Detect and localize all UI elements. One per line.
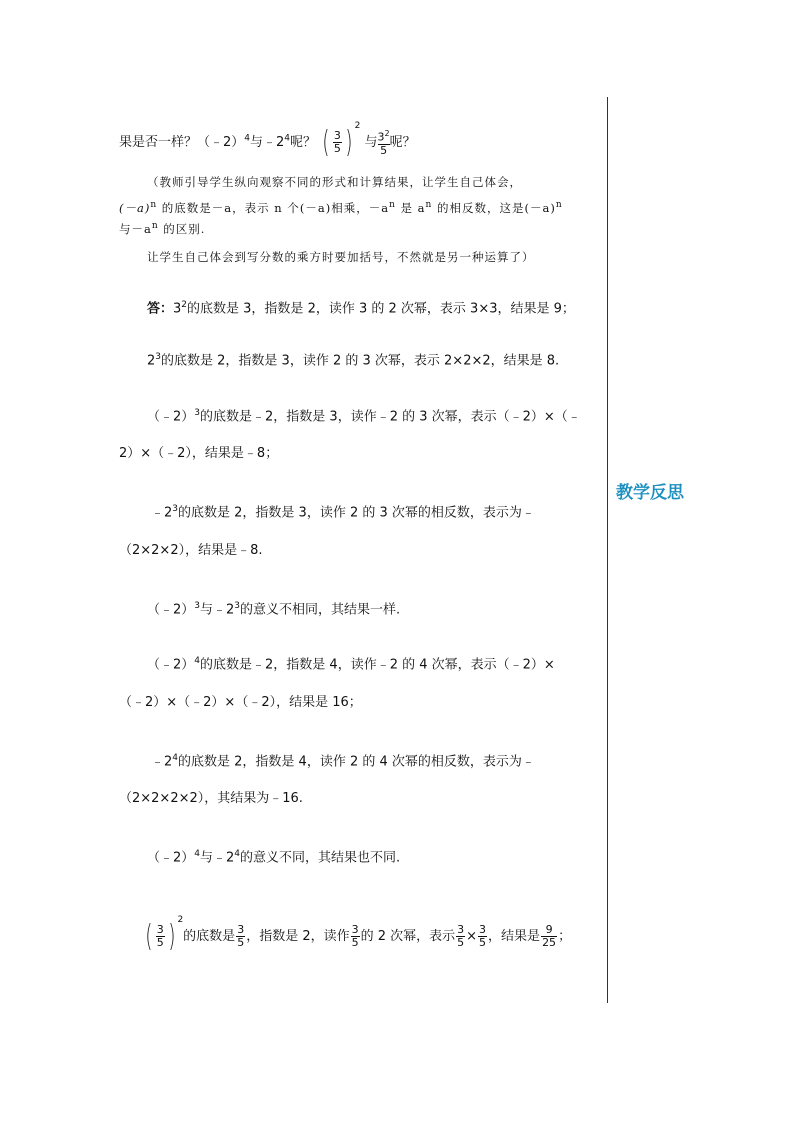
answer-2: $2^3$的底数是 2，指数是 3，读作 2 的 3 次幂，表示 2×2×2，结果是 8.	[147, 352, 560, 369]
teaching-reflection-title: 教学反思	[616, 483, 684, 503]
answer-6-cont: （﹣2）×（﹣2）×（﹣2），结果是 16；	[119, 695, 362, 710]
answer-1: 答：$3^2$的底数是 3，指数是 2，读作 3 的 2 次幂，表示 3×3，结果是 9；	[147, 300, 575, 317]
fraction-3sq-5: $\frac{3^2}{5}$	[377, 129, 390, 157]
intro-line: 果是否一样？（﹣2）$^4$与$﹣2^4$呢？ ( $\frac{3}{5}$ ) $^2$ 与 $\frac{3^2}{5}$ 呢？	[119, 121, 416, 160]
teacher-note-line2: $(-a)^n$ 的底数是－a，表示 n 个(－a)相乘，$-a^n$ 是 $a^n$ 的相反数，这是$(-a)^n$	[119, 200, 563, 215]
teacher-note-line3: 与$-a^n$ 的区别.	[119, 221, 206, 236]
answer-6: （﹣2）$^4$的底数是﹣2，指数是 4，读作﹣2 的 4 次幂，表示（﹣2）×	[147, 656, 555, 673]
answer-7: $﹣2^4$的底数是 2，指数是 4，读作 2 的 4 次幂的相反数，表示为﹣	[151, 753, 535, 770]
fraction: $\frac{3}{5}$	[479, 923, 487, 949]
fraction: $\frac{3}{5}$	[457, 923, 465, 949]
answer-3-cont: 2）×（﹣2），结果是﹣8；	[119, 446, 279, 461]
answer-3: （﹣2）$^3$的底数是﹣2，指数是 3，读作﹣2 的 3 次幂，表示（﹣2）×（﹣	[147, 408, 581, 425]
fraction: $\frac{3}{5}$	[351, 923, 359, 949]
teacher-note-line4: 让学生自己体会到写分数的乘方时要加括号，不然就是另一种运算了）	[147, 250, 535, 264]
answer-4: $﹣2^3$的底数是 2，指数是 3，读作 2 的 3 次幂的相反数，表示为﹣	[151, 504, 535, 521]
fraction: $\frac{3}{5}$	[156, 923, 164, 949]
fraction: $\frac{3}{5}$	[237, 923, 245, 949]
answer-5: （﹣2）$^3$与$﹣2^3$的意义不相同，其结果一样.	[147, 601, 401, 618]
teacher-note-line1: （教师引导学生纵向观察不同的形式和计算结果，让学生自己体会，	[147, 175, 522, 189]
answer-8: （﹣2）$^4$与$﹣2^4$的意义不同，其结果也不同.	[147, 849, 401, 866]
column-divider	[607, 97, 608, 1003]
answer-9: ( $\frac{3}{5}$ ) $^2$的底数是 $\frac{3}{5}$ ，指数是 2，读作 $\frac{3}{5}$ 的 2 次幂，表示 $\frac{3}{5}$ × $\frac{3}{5}$ ，结果是 $\frac{9}{25}$ ；	[145, 915, 572, 954]
answer-4-cont: （2×2×2），结果是﹣8.	[119, 543, 263, 558]
answer-7-cont: （2×2×2×2），其结果为﹣16.	[119, 791, 303, 806]
fraction-3-5: $\frac{3}{5}$	[333, 129, 341, 155]
fraction: $\frac{9}{25}$	[542, 923, 557, 949]
